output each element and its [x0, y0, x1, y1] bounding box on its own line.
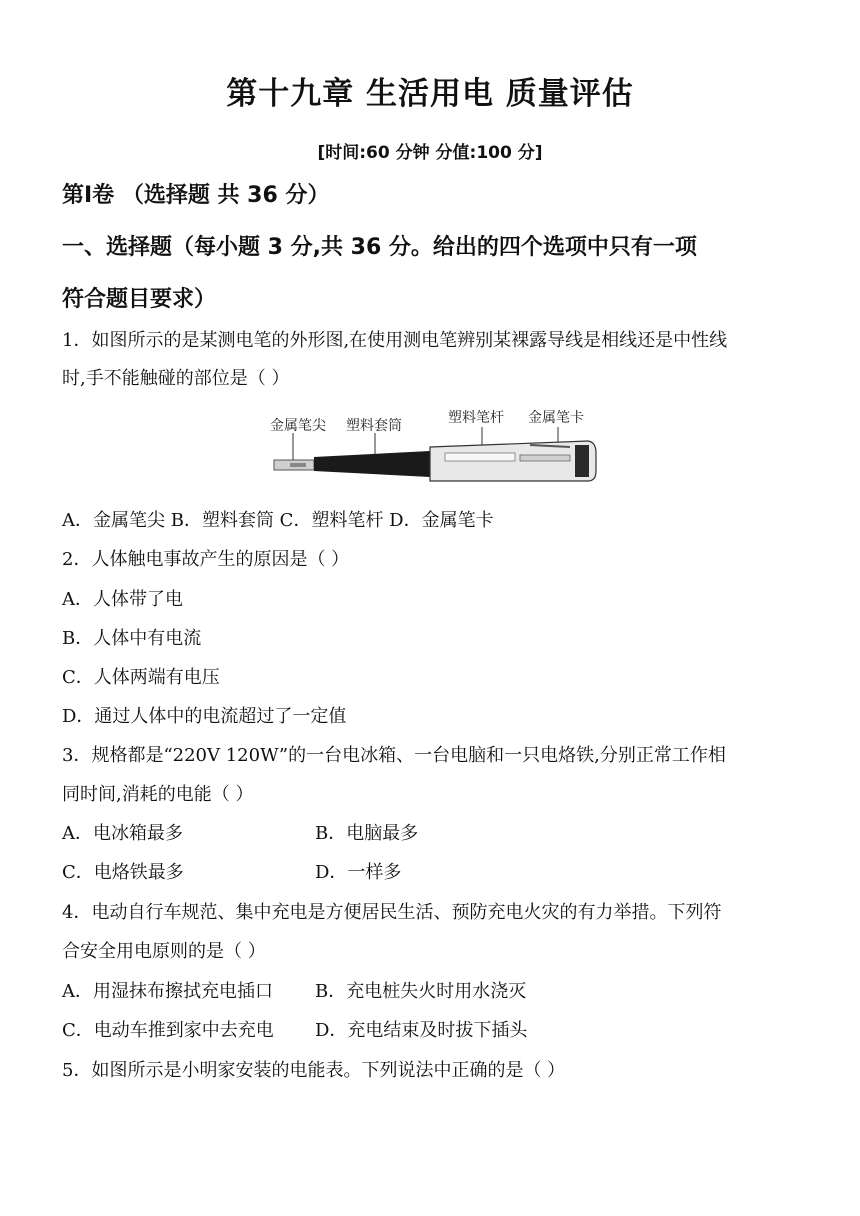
section-label: 第Ⅰ卷 （选择题 共 36 分）: [62, 183, 330, 208]
q4-option-c: C．电动车推到家中去充电: [62, 1020, 274, 1041]
q3-stem-line2: 同时间,消耗的电能（ ）: [62, 784, 254, 805]
figure-label-plastic-barrel: 塑料笔杆: [448, 410, 504, 426]
q3-stem-line1: 3．规格都是“220V 120W”的一台电冰箱、一台电脑和一只电烙铁,分别正常工作相: [62, 745, 726, 766]
q1-options: A．金属笔尖 B．塑料套筒 C．塑料笔杆 D．金属笔卡: [62, 510, 494, 531]
q1-stem-line1: 1．如图所示的是某测电笔的外形图,在使用测电笔辨别某裸露导线是相线还是中性线: [62, 330, 728, 351]
q2-option-b: B．人体中有电流: [62, 628, 202, 649]
part-heading-line2: 符合题目要求）: [62, 287, 217, 312]
page-title: 第十九章 生活用电 质量评估: [226, 76, 634, 112]
q3-option-d: D．一样多: [315, 862, 402, 883]
part-heading-line1: 一、选择题（每小题 3 分,共 36 分。给出的四个选项中只有一项: [62, 235, 697, 260]
figure-label-metal-clip: 金属笔卡: [528, 410, 584, 426]
figure-label-metal-tip: 金属笔尖: [270, 418, 326, 434]
q1-stem-line2: 时,手不能触碰的部位是（ ）: [62, 368, 290, 389]
figure-label-plastic-sleeve: 塑料套筒: [346, 418, 402, 434]
q4-option-a: A．用湿抹布擦拭充电插口: [62, 981, 273, 1002]
q4-option-b: B．充电桩失火时用水浇灭: [315, 981, 527, 1002]
q3-option-b: B．电脑最多: [315, 823, 419, 844]
exam-meta: [时间:60 分钟 分值:100 分]: [317, 143, 543, 163]
q4-stem-line1: 4．电动自行车规范、集中充电是方便居民生活、预防充电火灾的有力举措。下列符: [62, 902, 722, 923]
q2-option-a: A．人体带了电: [62, 589, 183, 610]
q4-option-d: D．充电结束及时拔下插头: [315, 1020, 528, 1041]
q4-stem-line2: 合安全用电原则的是（ ）: [62, 941, 266, 962]
q3-option-c: C．电烙铁最多: [62, 862, 184, 883]
test-pen-figure: [270, 405, 600, 495]
q5-stem: 5．如图所示是小明家安装的电能表。下列说法中正确的是（ ）: [62, 1060, 566, 1081]
q2-stem: 2．人体触电事故产生的原因是（ ）: [62, 549, 350, 570]
q2-option-d: D．通过人体中的电流超过了一定值: [62, 706, 347, 727]
q2-option-c: C．人体两端有电压: [62, 667, 220, 688]
q3-option-a: A．电冰箱最多: [62, 823, 183, 844]
